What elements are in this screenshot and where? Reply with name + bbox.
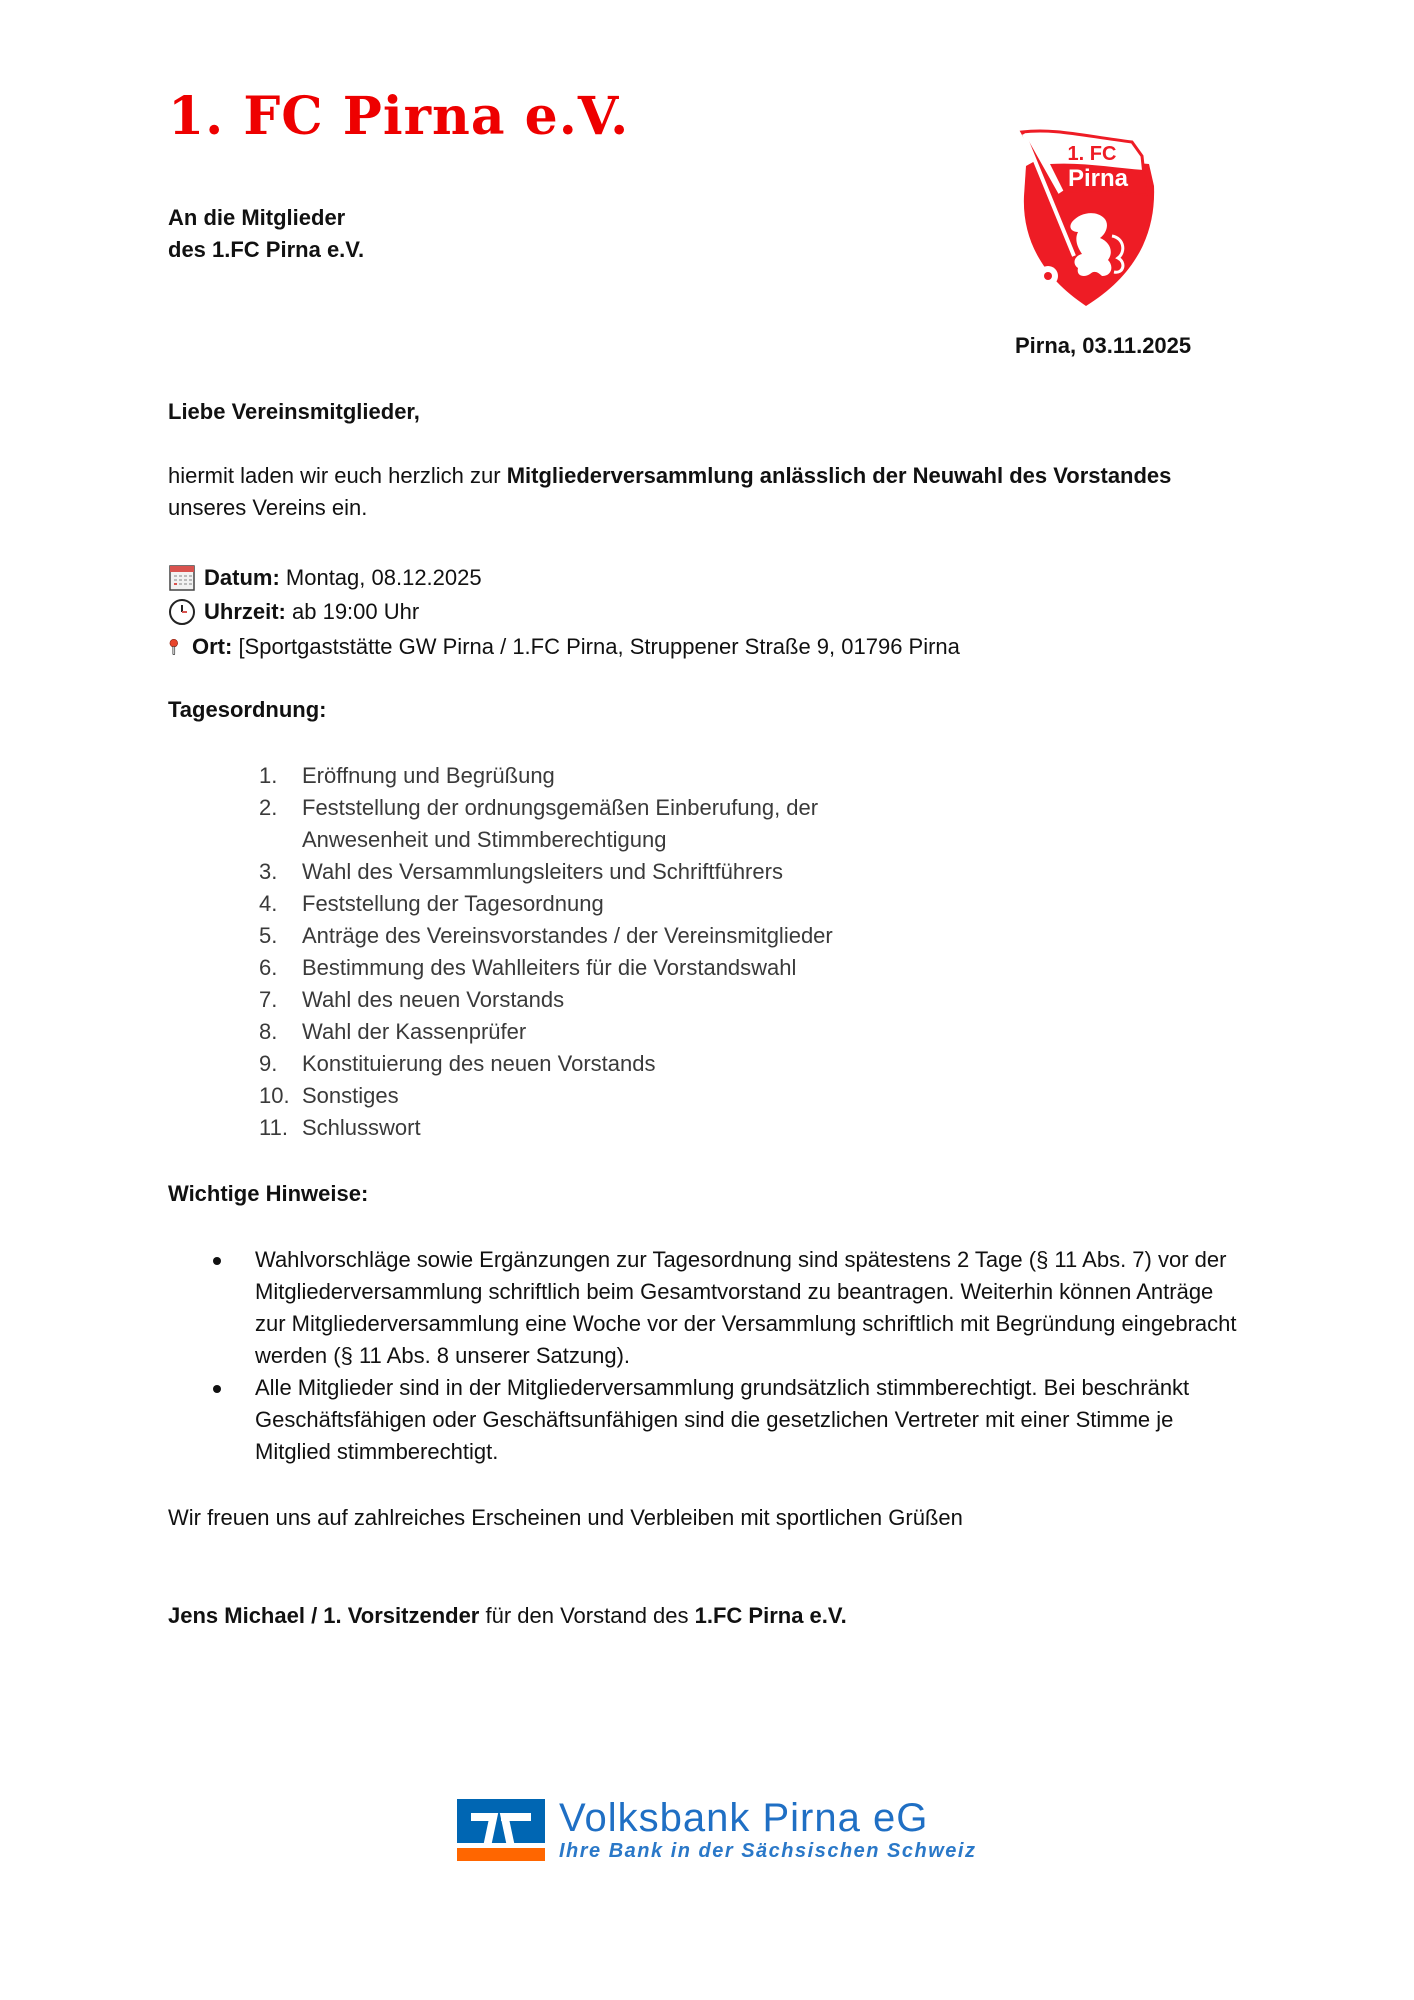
agenda-item-number: 10.	[259, 1083, 290, 1108]
agenda-heading: Tagesordnung:	[168, 697, 327, 722]
agenda-item	[259, 1016, 1062, 1048]
agenda-item	[259, 1048, 1062, 1080]
sponsor-text	[559, 1797, 976, 1863]
crest-flag-text-2: Pirna	[1067, 165, 1129, 192]
place-and-date: Pirna, 03.11.2025	[1015, 333, 1192, 358]
note-item	[210, 1244, 1245, 1372]
agenda-item	[259, 856, 1062, 888]
volksbank-mark-orange	[457, 1848, 545, 1861]
agenda-item	[259, 792, 902, 856]
closing-line: Wir freuen uns auf zahlreiches Erscheinen und Verbleiben mit sportlichen Grüßen	[168, 1505, 963, 1530]
note-item	[210, 1372, 1245, 1468]
clock-icon	[168, 598, 196, 626]
agenda-list	[259, 760, 1062, 1144]
greeting: Liebe Vereinsmitglieder,	[168, 399, 420, 424]
agenda-item-text: Konstituierung des neuen Vorstands	[302, 1051, 656, 1076]
calendar-icon	[168, 564, 196, 592]
notes-list	[210, 1244, 1245, 1468]
agenda-item-text: Wahl der Kassenprüfer	[302, 1019, 527, 1044]
agenda-item-text: Wahl des neuen Vorstands	[302, 987, 565, 1012]
agenda-item-number: 6.	[259, 955, 278, 980]
intro-line-2: unseres Vereins ein.	[168, 495, 368, 520]
agenda-item	[259, 952, 1062, 984]
agenda-item-number: 5.	[259, 923, 278, 948]
event-place	[168, 631, 960, 663]
event-date	[168, 562, 482, 594]
sponsor-name: Volksbank Pirna eG	[559, 1796, 929, 1840]
note-text: Alle Mitglieder sind in der Mitgliederversammlung grundsätzlich stimmberechtigt. Bei beschränkt Geschäftsfähigen oder Geschäftsunfähigen sind die gesetzlichen Vertreter mit einer Stimme je Mitglied stimmberechtigt.	[255, 1375, 1190, 1464]
event-time-label: Uhrzeit:	[204, 599, 286, 624]
bullet-icon	[213, 1385, 221, 1393]
event-date-value: Montag, 08.12.2025	[279, 565, 482, 590]
pushpin-icon	[168, 633, 186, 661]
agenda-item-text: Anträge des Vereinsvorstandes / der Vereinsmitglieder	[302, 923, 833, 948]
signature-middle: für den Vorstand des	[479, 1603, 695, 1628]
agenda-item-text: Feststellung der ordnungsgemäßen Einberufung, der Anwesenheit und Stimmberechtigung	[302, 795, 819, 852]
intro-prefix: hiermit laden wir euch herzlich zur	[168, 463, 507, 488]
sponsor-logo	[457, 1797, 976, 1863]
intro-meeting-title: Mitgliederversammlung anlässlich der Neuwahl des Vorstandes	[506, 463, 1172, 488]
agenda-item	[259, 1080, 1062, 1112]
crest-flag-text-1: 1. FC	[1067, 143, 1117, 165]
event-place-label: Ort:	[192, 634, 233, 659]
note-text: Wahlvorschläge sowie Ergänzungen zur Tagesordnung sind spätestens 2 Tage (§ 11 Abs. 7) vor der Mitgliederversammlung schriftlich beim Gesamtvorstand zu beantragen. Weiterhin können Anträge zur Mitgliederversammlung eine Woche vor der Versammlung schriftlich mit Begründung eingebracht werden (§ 11 Abs. 8 unserer Satzung).	[255, 1247, 1237, 1368]
intro-line-1	[168, 460, 1171, 492]
club-title: 1. FC Pirna e.V.	[168, 86, 630, 147]
agenda-item-number: 9.	[259, 1051, 278, 1076]
event-date-label: Datum:	[204, 565, 280, 590]
agenda-item-text: Eröffnung und Begrüßung	[302, 763, 555, 788]
intro-paragraph	[168, 460, 1171, 524]
club-crest-logo	[1014, 126, 1160, 308]
agenda-item-number: 7.	[259, 987, 278, 1012]
bullet-icon	[213, 1257, 221, 1265]
agenda-item	[259, 760, 1062, 792]
event-time-value: ab 19:00 Uhr	[285, 599, 420, 624]
signatory-name: Jens Michael / 1. Vorsitzender	[168, 1603, 480, 1628]
event-time	[168, 596, 419, 628]
agenda-item-text: Bestimmung des Wahlleiters für die Vorstandswahl	[302, 955, 797, 980]
agenda-item	[259, 984, 1062, 1016]
signature	[168, 1600, 847, 1632]
agenda-item-number: 3.	[259, 859, 278, 884]
agenda-item-number: 1.	[259, 763, 278, 788]
sponsor-claim: Ihre Bank in der Sächsischen Schweiz	[559, 1840, 977, 1862]
signature-club: 1.FC Pirna e.V.	[694, 1603, 847, 1628]
recipient-address	[168, 202, 364, 266]
agenda-item	[259, 920, 1062, 952]
event-place-value: [Sportgaststätte GW Pirna / 1.FC Pirna, Struppener Straße 9, 01796 Pirna	[232, 634, 960, 659]
recipient-line-1: An die Mitglieder	[168, 205, 346, 230]
agenda-item-text: Sonstiges	[302, 1083, 399, 1108]
notes-heading: Wichtige Hinweise:	[168, 1181, 369, 1206]
agenda-item-number: 8.	[259, 1019, 278, 1044]
crest-football-patch	[1044, 272, 1052, 280]
agenda-item-text: Schlusswort	[302, 1115, 421, 1140]
agenda-item-text: Wahl des Versammlungsleiters und Schriftführers	[302, 859, 783, 884]
volksbank-mark-icon	[457, 1799, 545, 1861]
agenda-item-text: Feststellung der Tagesordnung	[302, 891, 604, 916]
agenda-item-number: 11.	[259, 1115, 288, 1140]
agenda-item-number: 2.	[259, 795, 278, 820]
agenda-item-number: 4.	[259, 891, 278, 916]
agenda-item	[259, 1112, 1062, 1144]
recipient-line-2: des 1.FC Pirna e.V.	[168, 237, 365, 262]
agenda-item	[259, 888, 1062, 920]
